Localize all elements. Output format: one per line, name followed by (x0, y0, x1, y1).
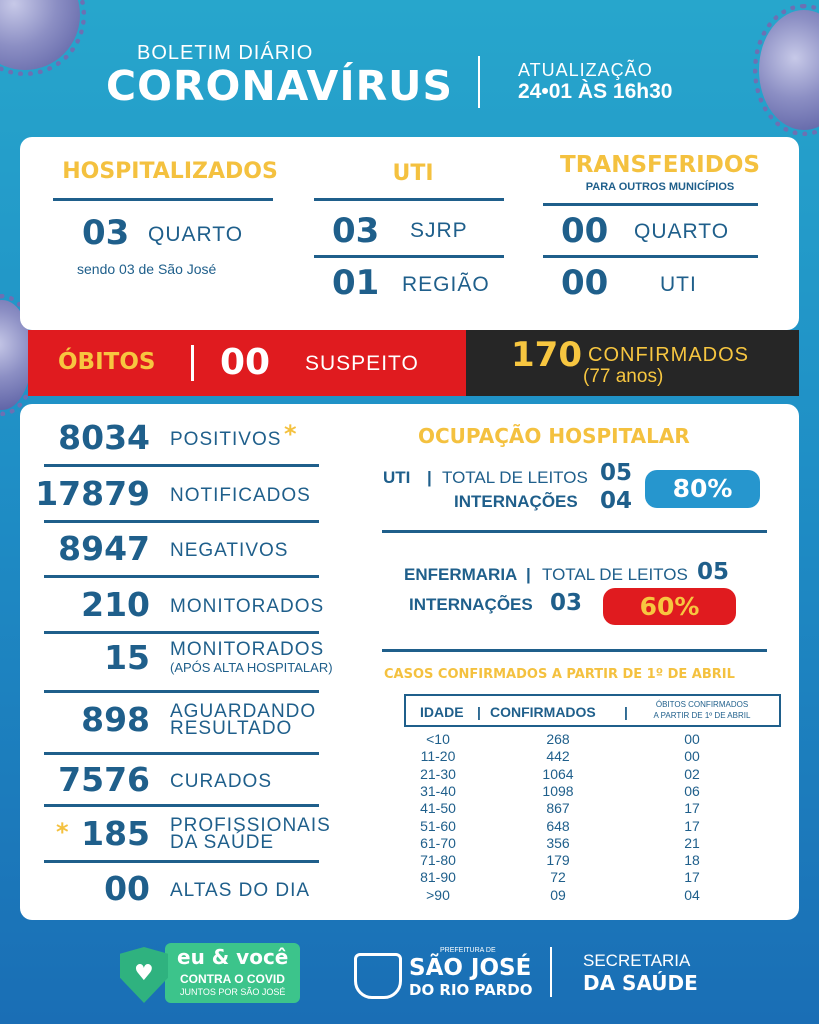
deaths-column-header: ÓBITOS CONFIRMADOS (655, 700, 749, 709)
separator: | (624, 704, 628, 720)
transfers-number: 00 (561, 211, 609, 251)
hospitalized-number: 03 (82, 213, 130, 253)
confirmed-cell: 09 (550, 886, 566, 903)
stat-number: 898 (81, 700, 150, 739)
stat-number: 15 (104, 638, 150, 677)
bulletin-title: CORONAVÍRUS (106, 62, 454, 110)
uti-label: SJRP (410, 219, 468, 242)
deaths-label: ÓBITOS (58, 349, 156, 375)
ward-admissions-number: 03 (550, 590, 583, 616)
age-cell: 51-60 (420, 817, 456, 834)
deaths-cell: 17 (684, 817, 700, 834)
deaths-cell: 00 (684, 748, 700, 765)
confirmed-cell: 268 (546, 731, 570, 747)
city-prefix: PREFEITURA DE (440, 947, 496, 954)
age-cell: 81-90 (420, 869, 456, 886)
divider (44, 690, 319, 693)
divider (314, 255, 504, 258)
city-name: SÃO JOSÉ (409, 955, 532, 981)
stat-label: NEGATIVOS (170, 540, 289, 561)
stat-number: 8034 (58, 418, 150, 457)
uti-beds-label: TOTAL DE LEITOS (442, 468, 588, 487)
confirmed-cell: 442 (546, 748, 570, 765)
divider (44, 464, 319, 467)
deaths-confirmed-panel (466, 330, 799, 396)
hospitalized-note: sendo 03 de São José (77, 261, 217, 277)
uti-occupancy-percent: 80% (645, 470, 760, 508)
age-cell: 41-50 (420, 800, 456, 817)
transfers-label: QUARTO (634, 220, 730, 243)
divider (382, 530, 767, 533)
ward-occupancy-percent: 60% (603, 588, 736, 625)
confirmed-cell: 72 (550, 869, 566, 886)
city-crest-icon (354, 953, 402, 999)
divider (44, 860, 319, 863)
stat-number: 185 (81, 814, 150, 853)
campaign-subtitle: CONTRA O COVID (180, 972, 285, 986)
stat-label-line2: DA SAÚDE (170, 832, 275, 853)
deaths-cell: 18 (684, 852, 700, 869)
uti-admissions-label: INTERNAÇÕES (454, 492, 578, 511)
age-cell: <10 (426, 731, 450, 747)
deaths-cell: 17 (684, 869, 700, 886)
divider (191, 345, 194, 381)
deaths-banner (28, 330, 799, 396)
divider (382, 649, 767, 652)
asterisk-icon: * (284, 420, 297, 448)
asterisk-icon: * (56, 818, 69, 846)
transfers-label: UTI (660, 273, 697, 296)
stat-label-line2: RESULTADO (170, 718, 293, 739)
update-label: ATUALIZAÇÃO (518, 60, 653, 80)
confirmed-cell: 648 (546, 817, 570, 834)
deaths-confirmed-number: 170 (511, 335, 582, 375)
age-cell: 71-80 (420, 852, 456, 869)
deaths-cell: 04 (684, 886, 700, 903)
confirmed-cell: 356 (546, 834, 570, 851)
divider (314, 198, 504, 201)
deaths-cell: 06 (684, 782, 700, 799)
confirmed-cell: 867 (546, 800, 570, 817)
uti-admissions-number: 04 (600, 488, 633, 514)
cases-table-header (404, 694, 781, 727)
confirmed-cell: 1064 (542, 765, 574, 782)
deaths-suspect-number: 00 (220, 342, 271, 383)
occupancy-title: OCUPAÇÃO HOSPITALAR (418, 424, 690, 448)
divider (44, 804, 319, 807)
bulletin-subtitle: BOLETIM DIÁRIO (137, 42, 314, 64)
confirmed-cell: 179 (546, 852, 570, 869)
deaths-suspect-label: SUSPEITO (305, 352, 419, 375)
stat-number: 7576 (58, 760, 150, 799)
stat-label: POSITIVOS (170, 429, 282, 450)
transfers-subtitle: PARA OUTROS MUNICÍPIOS (585, 181, 735, 193)
stat-label: NOTIFICADOS (170, 485, 311, 506)
deaths-cell: 17 (684, 800, 700, 817)
stat-number: 17879 (35, 474, 150, 513)
age-cell: 31-40 (420, 782, 456, 799)
stat-number: 8947 (58, 529, 150, 568)
stat-sublabel: (APÓS ALTA HOSPITALAR) (170, 660, 333, 675)
deaths-cell: 02 (684, 765, 700, 782)
update-date: 24•01 ÀS 16h30 (518, 80, 673, 103)
confirmed-column-header: CONFIRMADOS (490, 704, 596, 720)
divider (543, 203, 758, 206)
cases-title: CASOS CONFIRMADOS A PARTIR DE 1º DE ABRIL (384, 667, 735, 682)
ward-beds-number: 05 (697, 559, 730, 585)
stat-label: AGUARDANDO (170, 701, 317, 722)
stat-number: 210 (81, 585, 150, 624)
separator: | (526, 565, 531, 584)
uti-occupancy-label: UTI (383, 468, 411, 487)
deaths-cell: 21 (684, 834, 700, 851)
statistics-card (20, 404, 799, 920)
city-name-line2: DO RIO PARDO (409, 981, 533, 999)
age-cell: 11-20 (420, 748, 456, 765)
uti-beds-number: 05 (600, 460, 633, 486)
separator: | (427, 468, 432, 487)
divider (44, 752, 319, 755)
stat-number: 00 (104, 869, 150, 908)
ward-occupancy-label: ENFERMARIA (404, 565, 518, 584)
separator: | (477, 704, 481, 720)
divider (44, 520, 319, 523)
secretariat-label: SECRETARIA (583, 951, 691, 970)
campaign-title: eu & você (177, 945, 289, 969)
stat-label: MONITORADOS (170, 639, 325, 660)
confirmed-cell: 1098 (542, 782, 574, 799)
header-divider (478, 56, 480, 108)
hospitalized-label: QUARTO (148, 223, 244, 246)
deaths-suspect-panel (28, 330, 466, 396)
heart-icon: ♥ (134, 961, 154, 986)
deaths-column-subheader: A PARTIR DE 1º DE ABRIL (653, 711, 751, 720)
age-cell: 61-70 (420, 834, 456, 851)
age-cell: 21-30 (420, 765, 456, 782)
deaths-cell: 00 (684, 731, 700, 747)
divider (543, 255, 758, 258)
divider (44, 575, 319, 578)
age-cell: >90 (426, 886, 450, 903)
hospitalization-card (20, 137, 799, 330)
uti-number: 01 (332, 263, 380, 303)
stat-label: MONITORADOS (170, 596, 325, 617)
ward-admissions-label: INTERNAÇÕES (409, 595, 533, 614)
uti-label: REGIÃO (402, 273, 490, 296)
deaths-confirmed-age: (77 anos) (583, 366, 664, 387)
deaths-confirmed-label: CONFIRMADOS (588, 344, 749, 366)
divider (53, 198, 273, 201)
age-column-header: IDADE (420, 704, 464, 720)
footer (0, 935, 819, 1024)
uti-number: 03 (332, 211, 380, 251)
ward-beds-label: TOTAL DE LEITOS (542, 565, 688, 584)
transfers-number: 00 (561, 263, 609, 303)
transfers-title: TRANSFERIDOS (560, 152, 760, 178)
header (0, 36, 819, 116)
stat-label: ALTAS DO DIA (170, 880, 311, 901)
uti-title: UTI (392, 161, 434, 186)
hospitalized-title: HOSPITALIZADOS (62, 159, 278, 184)
divider (44, 631, 319, 634)
stat-label: PROFISSIONAIS (170, 815, 331, 836)
stat-label: CURADOS (170, 771, 273, 792)
secretariat-name: DA SAÚDE (583, 971, 698, 995)
campaign-tagline: JUNTOS POR SÃO JOSÉ (180, 987, 286, 997)
footer-divider (550, 947, 552, 997)
